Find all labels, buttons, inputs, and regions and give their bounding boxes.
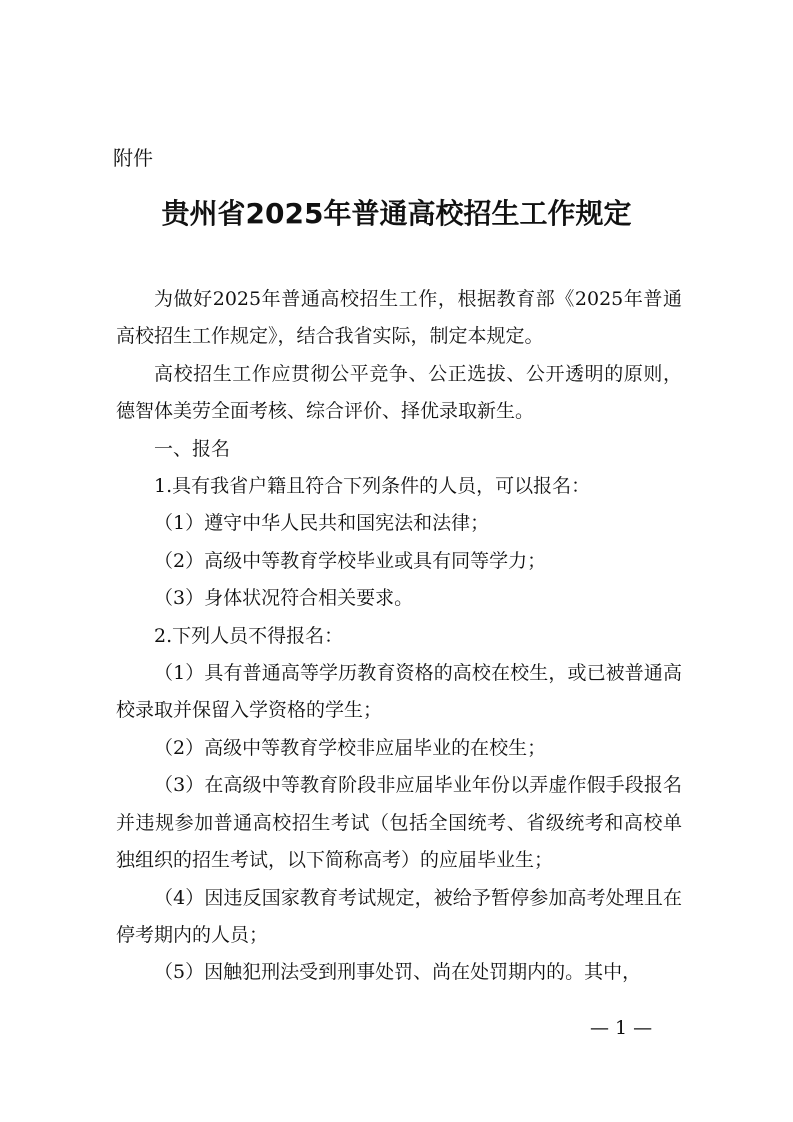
- document-body: [116, 281, 682, 992]
- intro-paragraph: 为做好2025年普通高校招生工作，根据教育部《2025年普通高校招生工作规定》，结合我省实际，制定本规定。: [116, 288, 682, 348]
- exclusion-item: 2.下列人员不得报名：: [154, 624, 344, 647]
- exclusion-condition: （3）在高级中等教育阶段非应届毕业年份以弄虚作假手段报名并违规参加普通高校招生考试（包括全国统考、省级统考和高校单独组织的招生考试，以下简称高考）的应届毕业生；: [116, 774, 682, 872]
- attachment-label: 附件: [113, 146, 153, 170]
- principle-paragraph: 高校招生工作应贯彻公平竞争、公正选拔、公开透明的原则，德智体美劳全面考核、综合评价、择优录取新生。: [116, 362, 682, 423]
- eligibility-condition: （1）遵守中华人民共和国宪法和法律；: [154, 512, 490, 535]
- exclusion-condition: （2）高级中等教育学校非应届毕业的在校生；: [154, 736, 547, 759]
- section-heading-registration: 一、报名: [154, 437, 231, 460]
- eligibility-condition: （3）身体状况符合相关要求。: [154, 587, 414, 610]
- exclusion-condition: （4）因违反国家教育考试规定，被给予暂停参加高考处理且在停考期内的人员；: [116, 886, 682, 946]
- eligibility-condition: （2）高级中等教育学校毕业或具有同等学力；: [154, 549, 547, 572]
- exclusion-condition: （1）具有普通高等学历教育资格的高校在校生，或已被普通高校录取并保留入学资格的学生；: [116, 662, 682, 722]
- eligibility-item: 1.具有我省户籍且符合下列条件的人员，可以报名：: [154, 475, 591, 498]
- exclusion-condition: （5）因触犯刑法受到刑事处罚、尚在处罚期内的。其中，: [154, 961, 642, 984]
- page-number: — 1 —: [590, 1017, 653, 1039]
- document-title: 贵州省2025年普通高校招生工作规定: [161, 197, 632, 230]
